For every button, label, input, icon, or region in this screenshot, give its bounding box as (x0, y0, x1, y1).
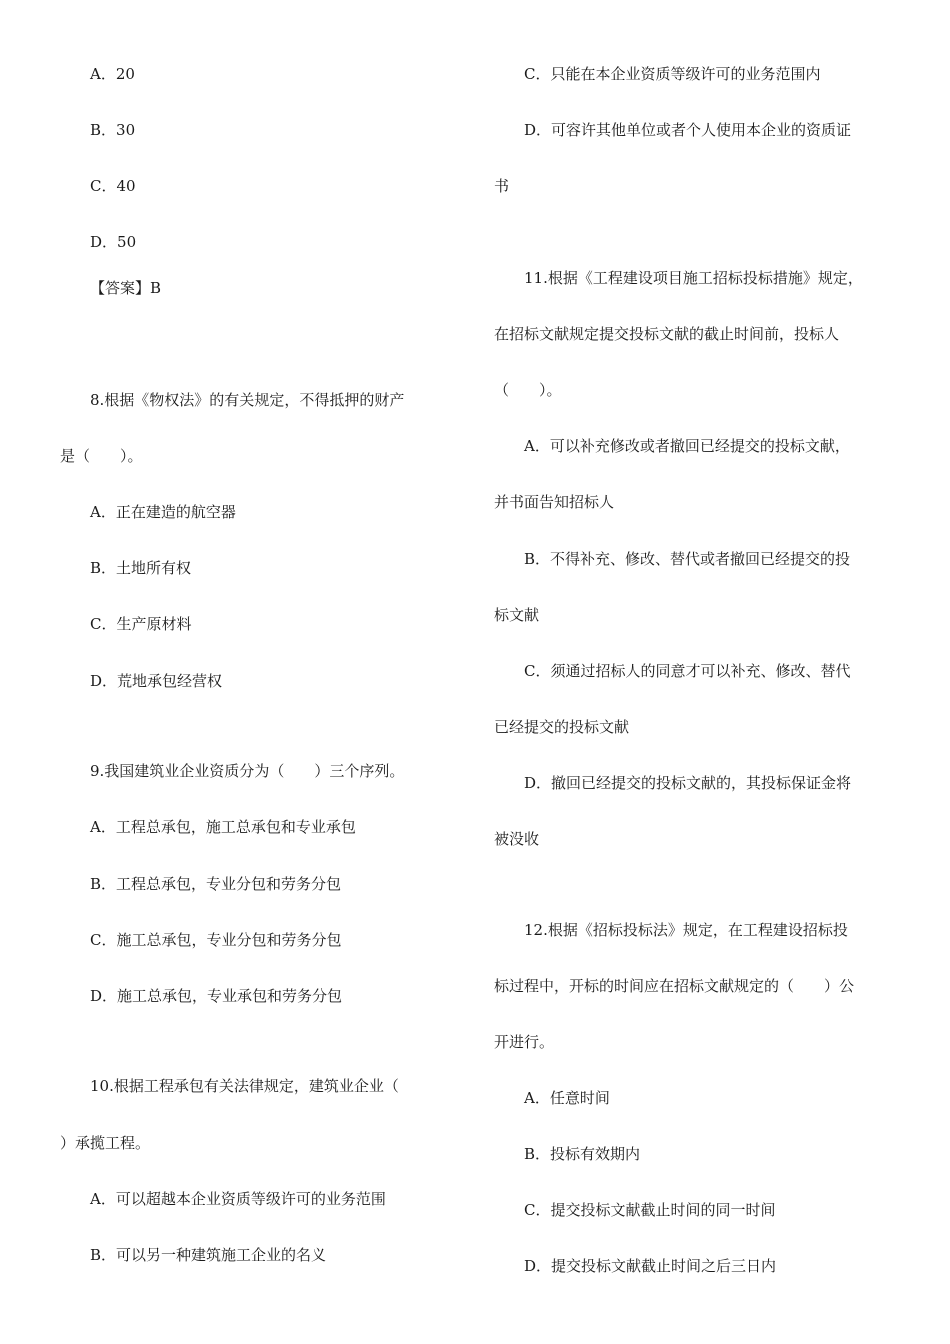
q9-option-c: C．施工总承包，专业分包和劳务分包 (90, 931, 342, 949)
q8-stem-line2: 是（ ）。 (60, 447, 143, 465)
q9-option-b: B．工程总承包，专业分包和劳务分包 (90, 875, 342, 893)
q10-stem-line1: 10.根据工程承包有关法律规定，建筑业企业（ (90, 1077, 399, 1095)
q8-option-d: D．荒地承包经营权 (90, 672, 223, 690)
q11-option-d-line2: 被没收 (494, 830, 540, 848)
q11-option-c-line2: 已经提交的投标文献 (494, 718, 630, 736)
q11-stem-line3: （ ）。 (494, 381, 562, 399)
q10-option-d-line2: 书 (494, 177, 510, 195)
q7-option-b: B．30 (90, 121, 136, 139)
q12-stem-line2: 标过程中，开标的时间应在招标文献规定的（ ）公 (494, 977, 855, 995)
q9-stem: 9.我国建筑业企业资质分为（ ）三个序列。 (90, 762, 405, 780)
q11-option-a-line1: A．可以补充修改或者撤回已经提交的投标文献， (524, 437, 850, 455)
q8-stem-line1: 8.根据《物权法》的有关规定，不得抵押的财产 (90, 391, 405, 409)
q7-answer: 【答案】B (90, 279, 162, 297)
q10-option-c: C．只能在本企业资质等级许可的业务范围内 (524, 65, 821, 83)
q9-option-a: A．工程总承包，施工总承包和专业承包 (90, 818, 356, 836)
q12-option-c: C．提交投标文献截止时间的同一时间 (524, 1201, 776, 1219)
q8-option-b: B．土地所有权 (90, 559, 192, 577)
q12-option-b: B．投标有效期内 (524, 1145, 641, 1163)
q11-option-d-line1: D．撤回已经提交的投标文献的，其投标保证金将 (524, 774, 852, 792)
q11-option-c-line1: C．须通过招标人的同意才可以补充、修改、替代 (524, 662, 851, 680)
q12-option-d: D．提交投标文献截止时间之后三日内 (524, 1257, 777, 1275)
q11-option-b-line2: 标文献 (494, 606, 540, 624)
q7-option-d: D．50 (90, 233, 137, 251)
q11-option-a-line2: 并书面告知招标人 (494, 493, 615, 511)
q8-option-c: C．生产原材料 (90, 615, 192, 633)
q12-option-a: A．任意时间 (524, 1089, 610, 1107)
q12-stem-line1: 12.根据《招标投标法》规定，在工程建设招标投 (524, 921, 848, 939)
q10-option-a: A．可以超越本企业资质等级许可的业务范围 (90, 1190, 386, 1208)
q10-option-d-line1: D．可容许其他单位或者个人使用本企业的资质证 (524, 121, 852, 139)
q9-option-d: D．施工总承包，专业承包和劳务分包 (90, 987, 343, 1005)
q10-stem-line2: ）承揽工程。 (60, 1134, 151, 1152)
q7-option-c: C．40 (90, 177, 136, 195)
q7-option-a: A．20 (90, 65, 135, 83)
q10-option-b: B．可以另一种建筑施工企业的名义 (90, 1246, 327, 1264)
q11-stem-line2: 在招标文献规定提交投标文献的截止时间前，投标人 (494, 325, 840, 343)
q8-option-a: A．正在建造的航空器 (90, 503, 236, 521)
q11-stem-line1: 11.根据《工程建设项目施工招标投标措施》规定， (524, 269, 863, 287)
q11-option-b-line1: B．不得补充、修改、替代或者撤回已经提交的投 (524, 550, 851, 568)
q12-stem-line3: 开进行。 (494, 1033, 555, 1051)
